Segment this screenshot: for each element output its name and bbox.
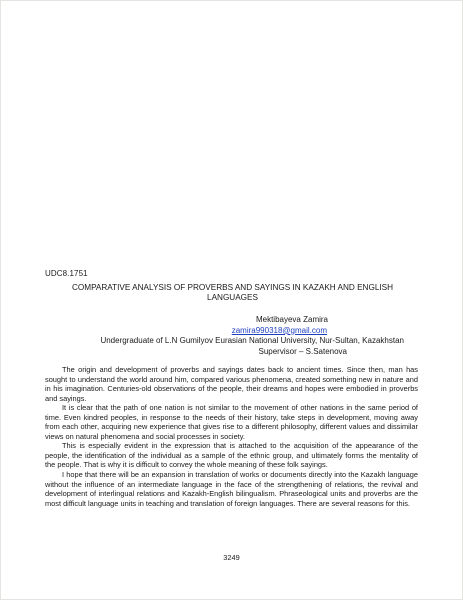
udc-code: UDC8.1751 <box>45 269 88 278</box>
author-affiliation: Undergraduate of L.N Gumilyov Eurasian National University, Nur-Sultan, Kazakhstan <box>100 336 404 346</box>
paragraph: This is especially evident in the expression that is attached to the acquisition of the appearance of the people, the identification of the individual as a sample of the ethnic group, and ultimately forms the mentality of the people. That is why it is difficult to convey the whole meaning of these folk sayings. <box>45 441 418 470</box>
author-name: Mektibayeva Zamira <box>255 315 328 324</box>
author-email-link[interactable]: zamira990318@gmail.com <box>231 325 327 335</box>
paragraph: The origin and development of proverbs and sayings dates back to ancient times. Since then, man has sought to understand the world around him, compared various phenomena, created something new in nature and in his imagination. Centuries-old observations of the people, their dreams and hopes were embodied in proverbs and sayings. <box>45 365 418 403</box>
page-number: 3249 <box>223 553 240 562</box>
body-text <box>45 365 418 508</box>
paper-title: COMPARATIVE ANALYSIS OF PROVERBS AND SAYINGS IN KAZAKH AND ENGLISH LANGUAGES <box>71 283 394 302</box>
author-block <box>60 315 405 357</box>
supervisor-line: Supervisor – S.Satenova <box>258 346 347 356</box>
paragraph: I hope that there will be an expansion in translation of works or documents directly into the Kazakh language without the influence of an intermediate language in the face of the strengthening of relations, the revival and development of interlingual relations and Kazakh-English bilingualism. Phraseological units and proverbs are the most difficult language units in teaching and translation of foreign languages. There are several reasons for this. <box>45 470 418 508</box>
paragraph: It is clear that the path of one nation is not similar to the movement of other nations in the same period of time. Even kindred peoples, in response to the needs of their history, take steps in development, moving away from each other, acquiring new experience that gives rise to a different philosophy, different values and dissimilar views on natural phenomena and social processes in society. <box>45 403 418 441</box>
